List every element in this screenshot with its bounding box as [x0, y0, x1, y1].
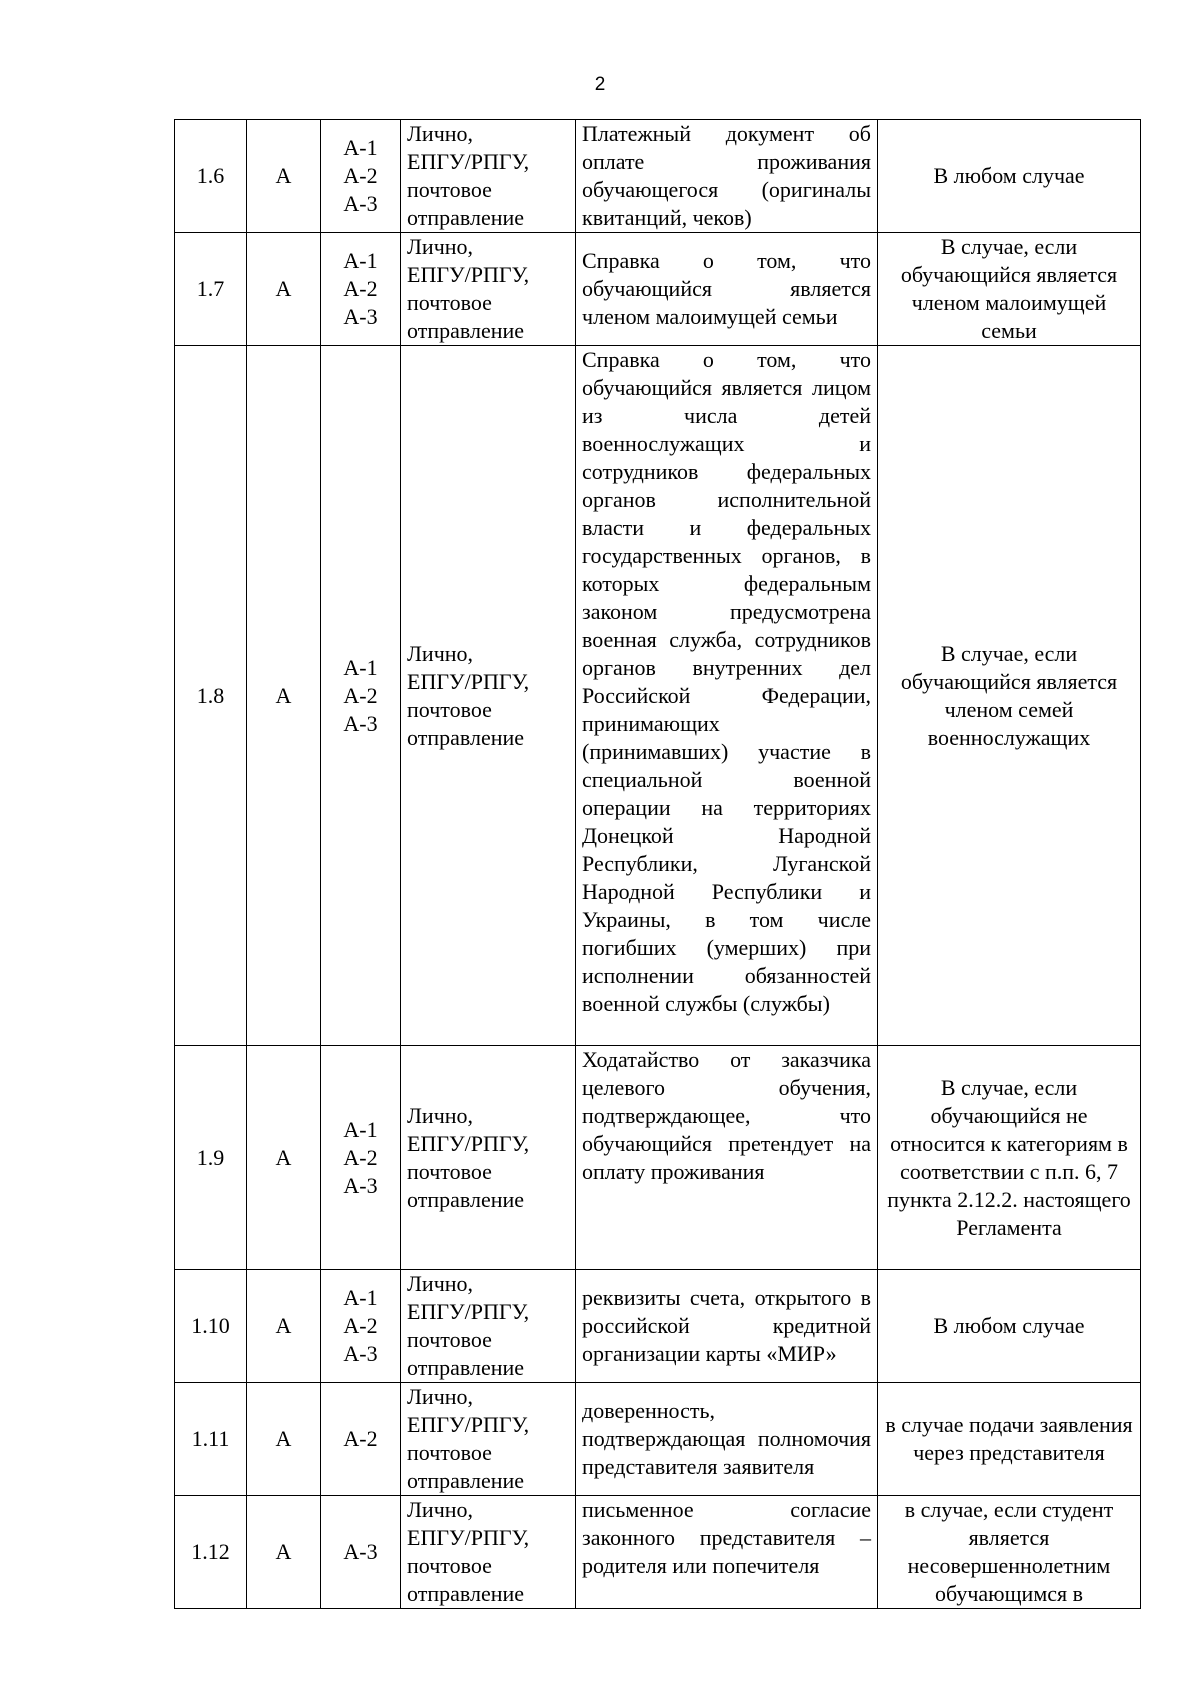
row-document: Платежный документ об оплате проживания обучающегося (оригиналы квитанций, чеков)	[576, 120, 878, 233]
row-number: 1.7	[175, 233, 247, 346]
applicant-code: А-2	[343, 1426, 378, 1451]
row-category: А	[247, 120, 321, 233]
method-line: Лично,	[407, 234, 474, 259]
row-number: 1.8	[175, 346, 247, 1046]
table-row	[175, 1270, 1141, 1383]
table-row	[175, 1383, 1141, 1496]
page-number: 2	[594, 74, 606, 95]
method-line: ЕПГУ/РПГУ,	[407, 668, 530, 694]
method-line: почтовое	[407, 1440, 492, 1465]
row-document: Ходатайство от заказчика целевого обучения, подтверждающее, что обучающийся претендует на оплату проживания	[576, 1046, 878, 1270]
row-number: 1.6	[175, 120, 247, 233]
method-line: почтовое	[407, 1158, 492, 1184]
row-method	[401, 1383, 576, 1496]
method-line: отправление	[407, 1355, 525, 1380]
row-number: 1.10	[175, 1270, 247, 1383]
row-applicants	[321, 1496, 401, 1609]
row-condition: В случае, если обучающийся является членом малоимущей семьи	[878, 233, 1141, 346]
applicant-code: А-3	[343, 1539, 378, 1564]
applicant-code: А-2	[343, 1144, 378, 1170]
row-category: А	[247, 346, 321, 1046]
row-document: письменное согласие законного представителя – родителя или попечителя	[576, 1496, 878, 1609]
applicant-code: А-3	[343, 1341, 378, 1366]
method-line: ЕПГУ/РПГУ,	[407, 262, 530, 287]
applicant-code: А-2	[343, 163, 378, 188]
row-condition: В случае, если обучающийся не относится к категориям в соответствии с п.п. 6, 7 пункта 2.12.2. настоящего Регламента	[878, 1046, 1141, 1270]
row-document: реквизиты счета, открытого в российской кредитной организации карты «МИР»	[576, 1270, 878, 1383]
row-method	[401, 1496, 576, 1609]
row-document: доверенность, подтверждающая полномочия представителя заявителя	[576, 1383, 878, 1496]
method-line: отправление	[407, 1186, 525, 1212]
method-line: почтовое	[407, 1327, 492, 1352]
applicant-code: А-3	[343, 191, 378, 216]
applicant-code: А-1	[343, 135, 378, 160]
method-line: ЕПГУ/РПГУ,	[407, 1299, 530, 1324]
method-line: почтовое	[407, 696, 492, 722]
applicant-code: А-3	[343, 1172, 378, 1198]
applicant-code: А-3	[343, 710, 378, 736]
row-category: А	[247, 1270, 321, 1383]
row-document: Справка о том, что обучающийся является лицом из числа детей военнослужащих и сотрудников федеральных органов исполнительной власти и федеральных государственных органов, в которых федеральным законом предусмотрена военная служба, сотрудников органов внутренних дел Российской Федерации, принимающих (принимавших) участие в специальной военной операции на территориях Донецкой Народной Республики, Луганской Народной Республики и Украины, в том числе погибших (умерших) при исполнении обязанностей военной службы (службы)	[576, 346, 878, 1046]
method-line: отправление	[407, 1468, 525, 1493]
method-line: отправление	[407, 724, 525, 750]
method-line: почтовое	[407, 290, 492, 315]
row-applicants	[321, 1270, 401, 1383]
method-line: отправление	[407, 205, 525, 230]
method-line: ЕПГУ/РПГУ,	[407, 1412, 530, 1437]
applicant-code: А-1	[343, 654, 378, 680]
row-category: А	[247, 1496, 321, 1609]
method-line: ЕПГУ/РПГУ,	[407, 1525, 530, 1550]
method-line: отправление	[407, 318, 525, 343]
row-applicants	[321, 120, 401, 233]
applicant-code: А-3	[343, 304, 378, 329]
method-line: почтовое	[407, 1553, 492, 1578]
method-line: ЕПГУ/РПГУ,	[407, 149, 530, 174]
row-number: 1.9	[175, 1046, 247, 1270]
table-row	[175, 346, 1141, 1046]
method-line: Лично,	[407, 1497, 474, 1522]
row-method	[401, 233, 576, 346]
row-condition: в случае, если студент является несовершеннолетним обучающимся в	[878, 1496, 1141, 1609]
row-applicants	[321, 346, 401, 1046]
row-method	[401, 1046, 576, 1270]
row-document: Справка о том, что обучающийся является членом малоимущей семьи	[576, 233, 878, 346]
row-condition: В любом случае	[878, 1270, 1141, 1383]
row-condition: В случае, если обучающийся является членом семей военнослужащих	[878, 346, 1141, 1046]
row-condition: В любом случае	[878, 120, 1141, 233]
documents-table	[174, 119, 1141, 1609]
table-row	[175, 1046, 1141, 1270]
method-line: Лично,	[407, 1271, 474, 1296]
row-method	[401, 1270, 576, 1383]
table-row	[175, 233, 1141, 346]
applicant-code: А-2	[343, 682, 378, 708]
row-method	[401, 346, 576, 1046]
applicant-code: А-1	[343, 248, 378, 273]
row-number: 1.11	[175, 1383, 247, 1496]
row-number: 1.12	[175, 1496, 247, 1609]
applicant-code: А-1	[343, 1116, 378, 1142]
row-category: А	[247, 1046, 321, 1270]
method-line: Лично,	[407, 640, 474, 666]
applicant-code: А-1	[343, 1285, 378, 1310]
method-line: Лично,	[407, 1102, 474, 1128]
row-category: А	[247, 1383, 321, 1496]
row-applicants	[321, 233, 401, 346]
applicant-code: А-2	[343, 276, 378, 301]
applicant-code: А-2	[343, 1313, 378, 1338]
table-row	[175, 120, 1141, 233]
row-condition: в случае подачи заявления через представителя	[878, 1383, 1141, 1496]
row-method	[401, 120, 576, 233]
row-applicants	[321, 1046, 401, 1270]
row-applicants	[321, 1383, 401, 1496]
row-category: А	[247, 233, 321, 346]
method-line: отправление	[407, 1581, 525, 1606]
method-line: почтовое	[407, 177, 492, 202]
method-line: ЕПГУ/РПГУ,	[407, 1130, 530, 1156]
table-row	[175, 1496, 1141, 1609]
method-line: Лично,	[407, 121, 474, 146]
method-line: Лично,	[407, 1384, 474, 1409]
